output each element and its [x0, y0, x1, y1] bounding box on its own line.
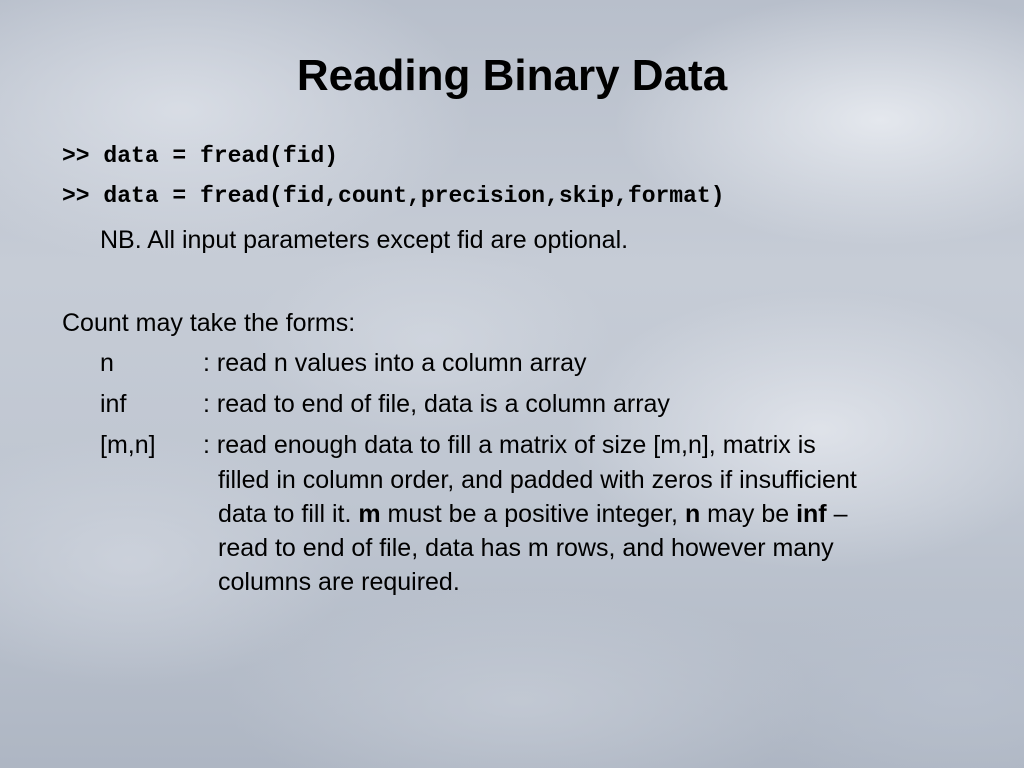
form-desc-n: : read n values into a column array	[203, 349, 587, 377]
form-desc-mn-line-5: columns are required.	[218, 568, 460, 596]
form-desc-inf: : read to end of file, data is a column array	[203, 390, 670, 418]
form-key-mn: [m,n]	[100, 431, 156, 459]
code-line-fread-full: >> data = fread(fid,count,precision,skip,format)	[62, 183, 725, 209]
form-desc-mn-line-2: filled in column order, and padded with zeros if insufficient	[218, 466, 857, 494]
form-key-n: n	[100, 349, 114, 377]
text-fragment: may be	[700, 500, 797, 528]
text-fragment: must be a positive integer,	[380, 500, 685, 528]
form-desc-mn: : read enough data to fill a matrix of size [m,n], matrix is	[203, 431, 816, 459]
form-desc-mn-line-3	[218, 497, 848, 531]
form-desc-mn-line-4: read to end of file, data has m rows, and however many	[218, 534, 834, 562]
bold-n: n	[684, 500, 701, 528]
bold-inf: inf	[796, 500, 827, 528]
slide-title: Reading Binary Data	[296, 51, 728, 100]
bold-m: m	[358, 500, 381, 528]
text-fragment: –	[826, 500, 848, 528]
optional-params-note: NB. All input parameters except fid are optional.	[100, 226, 629, 254]
count-forms-heading: Count may take the forms:	[62, 309, 356, 337]
form-key-inf: inf	[100, 390, 127, 418]
text-fragment: data to fill it.	[218, 500, 359, 528]
code-line-fread-basic: >> data = fread(fid)	[62, 143, 339, 169]
